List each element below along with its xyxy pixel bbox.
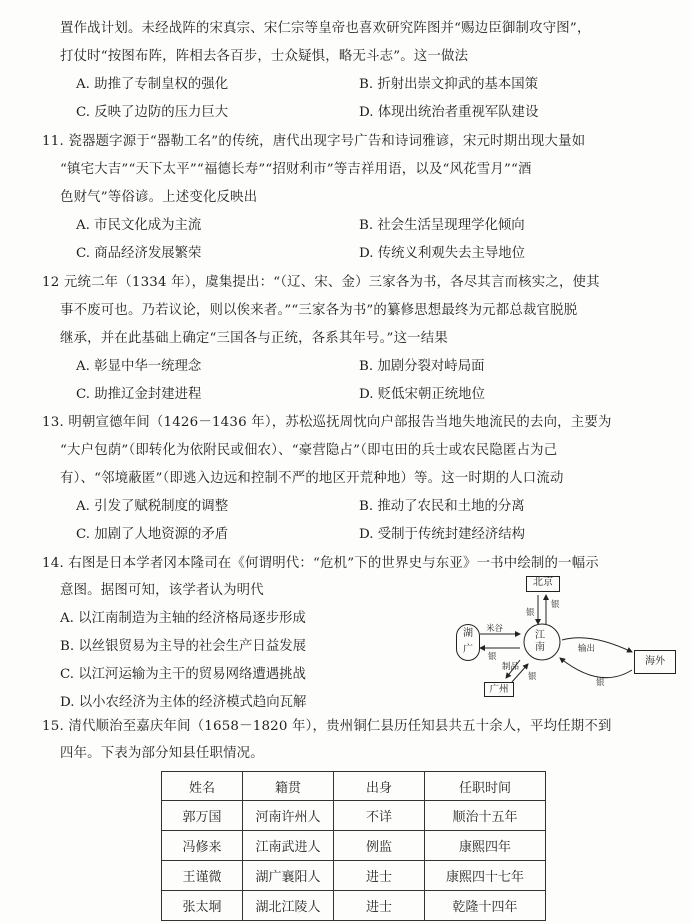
cell-tenure: 乾隆十四年 — [425, 891, 546, 921]
label-silver-south: 银 — [528, 672, 537, 682]
label-silver-west: 银 — [488, 652, 497, 662]
q10-option-b[interactable]: B. 折射出崇文抑武的基本国策 — [359, 77, 539, 92]
node-guangzhou: 广州 — [484, 682, 514, 697]
q13-line-3: 有）、“邻境蔽匿”（即逃入边远和控制不严的地区开荒种地）等。这一时期的人口流动 — [60, 471, 564, 486]
q10-option-c[interactable]: C. 反映了边防的压力巨大 — [76, 105, 229, 120]
q11-option-b[interactable]: B. 社会生活呈现理学化倾向 — [359, 218, 525, 233]
q14-option-c[interactable]: C. 以江河运输为主干的贸易网络遭遇挑战 — [60, 667, 306, 682]
magistrate-table — [161, 771, 546, 921]
table-row — [162, 891, 546, 921]
table-header-row — [162, 772, 546, 801]
cell-tenure: 顺治十五年 — [425, 801, 546, 831]
q15-line-2: 四年。下表为部分知县任职情况。 — [60, 746, 264, 761]
q12-line-3: 继承，并在此基础上确定“三国各与正统，各系其年号。”这一结果 — [60, 331, 448, 346]
cell-origin: 湖广襄阳人 — [243, 861, 334, 891]
q14-line-2: 意图。据图可知，该学者认为明代 — [60, 583, 264, 598]
node-jiangnan: 江南 — [535, 630, 545, 653]
label-silver-north: 银 — [526, 608, 535, 618]
node-haiwai: 海外 — [634, 650, 676, 674]
q13-option-d[interactable]: D. 受制于传统封建经济结构 — [359, 527, 526, 542]
label-silver-north-2: 银 — [551, 600, 560, 610]
cell-name: 王谨微 — [162, 861, 243, 891]
label-rice: 米谷 — [486, 624, 504, 634]
q11-line-1: 11. 瓷器题字源于“器勒工名”的传统，唐代出现字号广告和诗词雅谚，宋元时期出现大量如 — [42, 134, 586, 149]
cell-background: 例监 — [334, 831, 425, 861]
q12-line-1: 12 元统二年（1334 年），虞集提出：“（辽、宋、金）三家各为书，各尽其言而核实之，使其 — [42, 275, 600, 290]
arrow-haiwai-to-jiangnan — [560, 658, 632, 678]
cell-background: 不详 — [334, 801, 425, 831]
q12-option-c[interactable]: C. 助推辽金封建进程 — [76, 387, 202, 402]
cell-tenure: 康熙四十七年 — [425, 861, 546, 891]
q14-option-b[interactable]: B. 以丝银贸易为主导的社会生产日益发展 — [60, 639, 306, 654]
q12-option-b[interactable]: B. 加剧分裂对峙局面 — [359, 359, 485, 374]
q10-line-2: 打仗时“按图布阵，阵相去各百步，士众疑惧，略无斗志”。这一做法 — [60, 49, 469, 64]
arrow-jiangnan-to-haiwai — [562, 638, 632, 652]
diagram-arrows — [450, 572, 690, 700]
q13-line-1: 13. 明朝宣德年间（1426－1436 年），苏松巡抚周忱向户部报告当地失地流民的去向，主要为 — [42, 415, 612, 430]
label-products: 制品 — [502, 662, 520, 672]
q11-line-2: “镇宅大吉”“天下太平”“福德长寿”“招财利市”等吉祥用语，以及“风花雪月”“酒 — [60, 162, 532, 177]
node-huguang-label: 湖广 — [463, 628, 473, 655]
cell-name: 张太垌 — [162, 891, 243, 921]
q10-option-a[interactable]: A. 助推了专制皇权的强化 — [76, 77, 229, 92]
trade-flow-diagram — [450, 572, 690, 700]
q14-option-d[interactable]: D. 以小农经济为主体的经济模式趋向瓦解 — [60, 695, 307, 710]
q15-line-1: 15. 清代顺治至嘉庆年间（1658－1820 年），贵州铜仁县历任知县共五十余人，平均任期不到 — [42, 719, 612, 734]
header-origin: 籍贯 — [243, 772, 334, 801]
q14-line-1: 14. 右图是日本学者冈本隆司在《何谓明代：“危机”下的世界史与东亚》一书中绘制的一幅示 — [42, 556, 599, 571]
q12-option-a[interactable]: A. 彰显中华一统理念 — [76, 359, 202, 374]
q12-line-2: 事不废可也。乃若议论，则以俟来者。”“三家各为书”的纂修思想最终为元都总裁官脱脱 — [60, 303, 578, 318]
q11-line-3: 色财气”等俗谚。上述变化反映出 — [60, 190, 258, 205]
q13-option-c[interactable]: C. 加剧了人地资源的矛盾 — [76, 527, 229, 542]
cell-origin: 河南许州人 — [243, 801, 334, 831]
q13-line-2: “大户包荫”（即转化为依附民或佃农）、“豪营隐占”（即屯田的兵士或农民隐匿占为己 — [60, 443, 558, 458]
cell-tenure: 康熙四年 — [425, 831, 546, 861]
table-row — [162, 831, 546, 861]
cell-name: 冯修来 — [162, 831, 243, 861]
label-silver-east: 银 — [596, 678, 605, 688]
cell-name: 郭万国 — [162, 801, 243, 831]
q11-option-a[interactable]: A. 市民文化成为主流 — [76, 218, 202, 233]
cell-background: 进士 — [334, 891, 425, 921]
q13-option-b[interactable]: B. 推动了农民和土地的分离 — [359, 499, 525, 514]
cell-origin: 江南武进人 — [243, 831, 334, 861]
node-beijing: 北京 — [526, 576, 560, 592]
q14-option-a[interactable]: A. 以江南制造为主轴的经济格局逐步形成 — [60, 611, 306, 626]
header-tenure: 任职时间 — [425, 772, 546, 801]
q11-option-d[interactable]: D. 传统义利观失去主导地位 — [359, 246, 526, 261]
label-export: 输出 — [578, 644, 596, 654]
header-background: 出身 — [334, 772, 425, 801]
q12-option-d[interactable]: D. 贬低宋朝正统地位 — [359, 387, 485, 402]
cell-background: 进士 — [334, 861, 425, 891]
table-row — [162, 801, 546, 831]
cell-origin: 湖北江陵人 — [243, 891, 334, 921]
q10-line-1: 置作战计划。未经战阵的宋真宗、宋仁宗等皇帝也喜欢研究阵图并“赐边臣御制攻守图”， — [60, 21, 591, 36]
q11-option-c[interactable]: C. 商品经济发展繁荣 — [76, 246, 202, 261]
q10-option-d[interactable]: D. 体现出统治者重视军队建设 — [359, 105, 539, 120]
q13-option-a[interactable]: A. 引发了赋税制度的调整 — [76, 499, 229, 514]
node-huguang — [456, 624, 480, 661]
table-row — [162, 861, 546, 891]
header-name: 姓名 — [162, 772, 243, 801]
